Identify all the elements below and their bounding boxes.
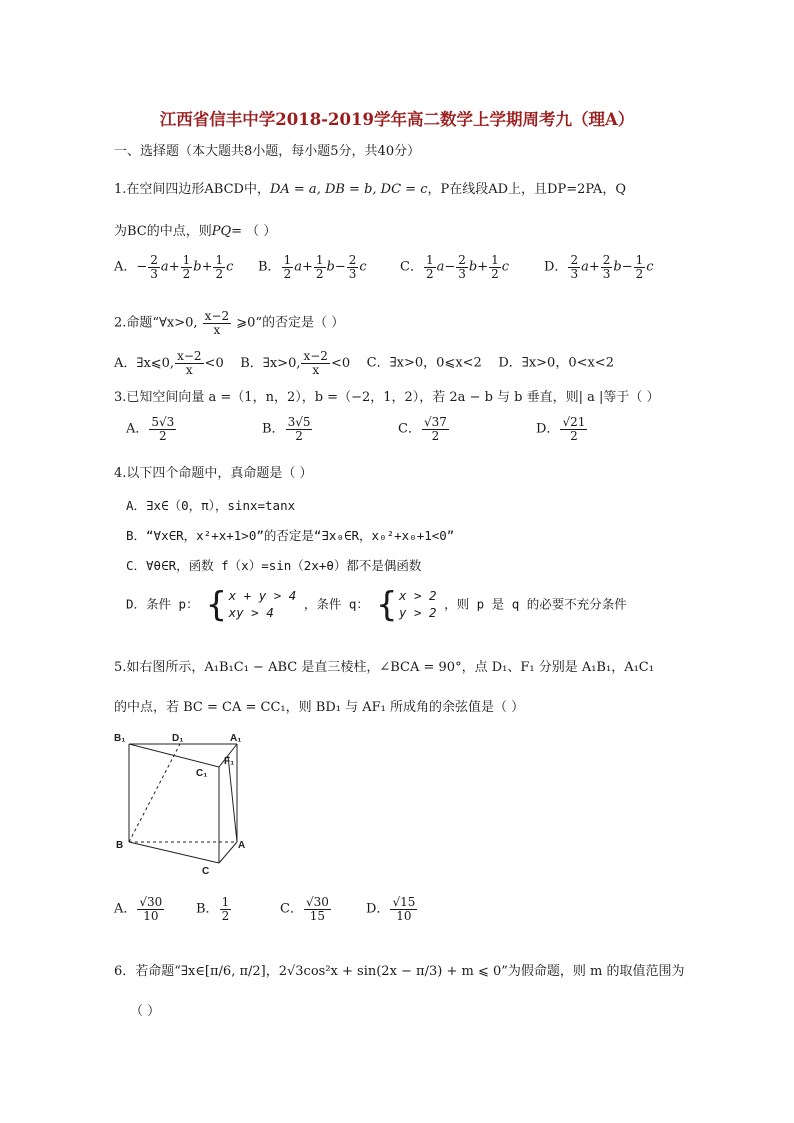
question-4-option-a: A．∃x∈（0，π），sinx=tanx xyxy=(126,498,296,513)
question-2-options xyxy=(114,350,614,376)
q3-option-b: B． $\frac{3√5}{2}$ xyxy=(262,415,311,443)
question-6-stem: 6．若命题“∃x∈[π/6, π/2]，2√3cos²x + sin(2x − π/3) + m ⩽ 0”为假命题，则 m 的取值范围为 xyxy=(114,964,685,979)
q1-text-b: ，P在线段AD上，且DP=2PA，Q xyxy=(427,182,626,197)
q1-vectors: DA = a, DB = b, DC = c xyxy=(269,182,428,197)
answer-fraction: $\frac{√21}{2}$ xyxy=(562,415,586,443)
coef-fraction: $\frac{2}{3}$ xyxy=(348,253,357,281)
q3-option-c: C． $\frac{√37}{2}$ xyxy=(398,415,447,443)
coef-fraction: $\frac{1}{2}$ xyxy=(425,253,434,281)
question-4-option-d: D．条件 p： { x + y > 4 xy > 4 ，条件 q： { x > 2 y > 2 ，则 p 是 q 的必要不充分条件 xyxy=(126,585,627,625)
answer-fraction: $\frac{√30}{15}$ xyxy=(305,895,329,923)
question-3-stem: 3.已知空间向量 a =（1，n，2），b =（−2，1，2），若 2a − b 与 b 垂直，则| a |等于（ ） xyxy=(114,390,660,405)
answer-fraction: $\frac{√15}{10}$ xyxy=(392,895,416,923)
coef-fraction: $\frac{1}{2}$ xyxy=(315,253,324,281)
label-d1: D₁ xyxy=(172,733,184,744)
p-condition: { x + y > 4 xy > 4 xyxy=(206,585,297,625)
q3-option-d: D． $\frac{√21}{2}$ xyxy=(536,415,586,443)
coef-fraction: $\frac{1}{2}$ xyxy=(491,253,499,281)
label-a1: A₁ xyxy=(230,733,242,744)
answer-fraction: $\frac{3√5}{2}$ xyxy=(287,415,311,443)
question-4-option-c: C．∀θ∈R，函数 f（x）=sin（2x+θ）都不是偶函数 xyxy=(126,558,422,573)
coef-fraction: $\frac{1}{2}$ xyxy=(215,253,224,281)
coef-fraction: $\frac{1}{2}$ xyxy=(182,253,191,281)
q5-option-b: B． $\frac{1}{2}$ xyxy=(196,895,230,923)
q5-option-a: A． $\frac{√30}{10}$ xyxy=(114,895,163,923)
label-c: C xyxy=(202,866,210,875)
q2-option-c: C．∃x>0，0⩽x<2 xyxy=(366,355,482,371)
q2-text-a: 2.命题“∀x>0, xyxy=(114,315,198,331)
label-b: B xyxy=(116,840,124,851)
q1-text-c: 为BC的中点，则 xyxy=(114,224,212,239)
question-4-stem: 4.以下四个命题中，真命题是（ ） xyxy=(114,466,313,481)
question-5-line-1: 5.如右图所示，A₁B₁C₁ − ABC 是直三棱柱，∠BCA = 90°，点 D₁、F₁ 分别是 A₁B₁，A₁C₁ xyxy=(114,660,654,675)
answer-fraction: $\frac{√37}{2}$ xyxy=(423,415,447,443)
q5-option-c: C． $\frac{√30}{15}$ xyxy=(280,895,329,923)
q2-text-b: ⩾0”的否定是（ ） xyxy=(236,315,345,331)
coef-fraction: $\frac{1}{2}$ xyxy=(283,253,292,281)
label-a: A xyxy=(238,840,246,851)
q1-text-d: = （ ） xyxy=(231,224,277,239)
prism-figure xyxy=(114,730,264,879)
q3-option-a: A． $\frac{5√3}{2}$ xyxy=(126,415,175,443)
q5-option-d: D． $\frac{√15}{10}$ xyxy=(366,895,416,923)
prism-diagram xyxy=(114,730,264,875)
q1-option-d: D． $\frac{2}{3}$ a+ $\frac{2}{3}$ b− $\frac{1}{2}$ c xyxy=(544,253,654,281)
q2-option-b: B．∃x>0, $\frac{x-2}{x}$ <0 xyxy=(240,349,351,377)
answer-fraction: $\frac{1}{2}$ xyxy=(221,895,230,923)
question-2-stem xyxy=(114,310,344,336)
q-condition: { x > 2 y > 2 xyxy=(376,585,437,625)
q1-option-b: B． $\frac{1}{2}$ a+ $\frac{1}{2}$ b− $\frac{2}{3}$ c xyxy=(258,253,367,281)
q2-option-d: D．∃x>0，0<x<2 xyxy=(498,355,614,371)
question-6-paren: （ ） xyxy=(130,1004,161,1019)
answer-fraction: $\frac{5√3}{2}$ xyxy=(151,415,175,443)
coef-fraction: $\frac{1}{2}$ xyxy=(635,253,644,281)
q1-pq: PQ xyxy=(211,224,232,239)
coef-fraction: $\frac{2}{3}$ xyxy=(570,253,579,281)
question-5-line-2: 的中点，若 BC = CA = CC₁，则 BD₁ 与 AF₁ 所成角的余弦值是（ ） xyxy=(114,700,525,715)
coef-fraction: $\frac{2}{3}$ xyxy=(602,253,611,281)
answer-fraction: $\frac{√30}{10}$ xyxy=(139,895,163,923)
page-title: 江西省信丰中学2018-2019学年高二数学上学期周考九（理A） xyxy=(159,110,635,129)
q2-fraction: $\frac{x-2}{x}$ xyxy=(204,309,230,337)
question-4-option-b: B．“∀x∈R，x²+x+1>0”的否定是“∃x₀∈R，x₀²+x₀+1<0” xyxy=(126,528,455,543)
q2-option-a: A．∃x⩽0, $\frac{x-2}{x}$ <0 xyxy=(114,349,224,377)
q1-option-c: C． $\frac{1}{2}$ a− $\frac{2}{3}$ b+ $\frac{1}{2}$ c xyxy=(400,253,510,281)
coef-fraction: $\frac{2}{3}$ xyxy=(458,253,466,281)
label-f1: F₁ xyxy=(224,756,235,767)
section-heading: 一、选择题（本大题共8小题，每小题5分，共40分） xyxy=(114,144,421,159)
q1-text-a: 1.在空间四边形ABCD中， xyxy=(114,182,270,197)
question-1-line-2 xyxy=(114,220,276,239)
q1-option-a: A．− $\frac{2}{3}$ a+ $\frac{1}{2}$ b+ $\frac{1}{2}$ c xyxy=(114,253,234,281)
question-1-line-1 xyxy=(114,178,626,197)
label-b1: B₁ xyxy=(114,733,126,744)
coef-fraction: $\frac{2}{3}$ xyxy=(150,253,158,281)
label-c1: C₁ xyxy=(196,768,208,779)
